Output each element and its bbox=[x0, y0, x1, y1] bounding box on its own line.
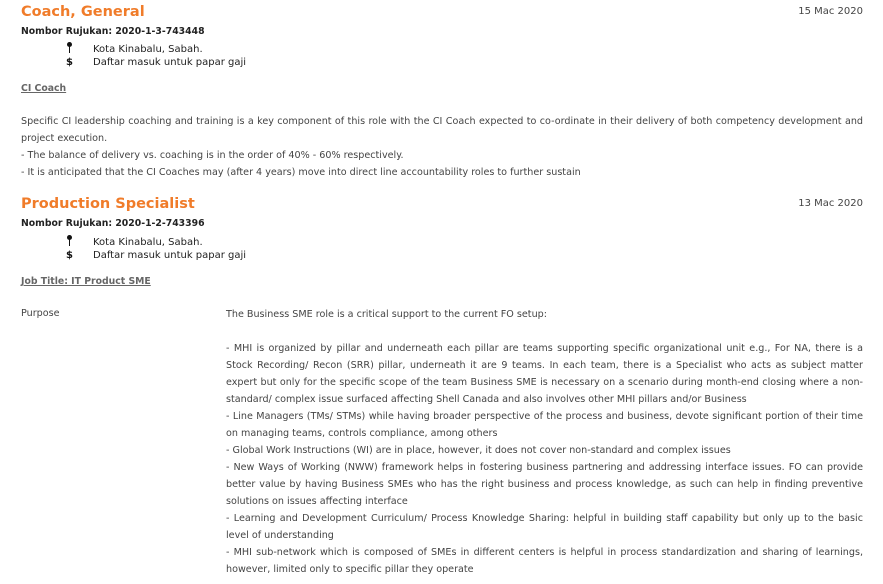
salary-link[interactable]: Daftar masuk untuk papar gaji bbox=[93, 57, 247, 68]
purpose-line: - MHI sub-network which is composed of SMEs in different centers is helpful in process standardization and sharing of learnings, however, limited only to specific pillar they operate bbox=[226, 547, 863, 575]
location-text: Kota Kinabalu, Sabah. bbox=[93, 237, 203, 248]
purpose-label: Purpose bbox=[21, 308, 60, 319]
location-text: Kota Kinabalu, Sabah. bbox=[93, 44, 203, 55]
purpose-line: - Line Managers (TMs/ STMs) while having broader perspective of the process and business, devote significant portion of their time on managing teams, controls compliance, among others bbox=[226, 411, 863, 439]
purpose-line bbox=[226, 323, 863, 340]
job-title[interactable]: Coach, General bbox=[21, 4, 145, 20]
purpose-line: - New Ways of Working (NWW) framework helps in fostering business partnering and addressing interface issues. FO can provide better value by having Business SMEs who has the right business and process knowledge, as such can help in finding preventive solutions on issues affecting interface bbox=[226, 462, 863, 507]
dollar-icon: $ bbox=[66, 250, 73, 261]
purpose-line: - Learning and Development Curriculum/ Process Knowledge Sharing: helpful in building staff capability but only up to the basic level of understanding bbox=[226, 513, 863, 541]
job-listing bbox=[21, 195, 863, 584]
location-row bbox=[66, 235, 203, 248]
post-date: 15 Mac 2020 bbox=[798, 6, 863, 17]
description-line: - It is anticipated that the CI Coaches may (after 4 years) move into direct line accountability roles to further sustain bbox=[21, 167, 581, 178]
reference-number: Nombor Rujukan: 2020-1-2-743396 bbox=[21, 218, 205, 229]
map-pin-icon bbox=[66, 42, 93, 55]
purpose-line: The Business SME role is a critical support to the current FO setup: bbox=[226, 309, 547, 320]
job-listing bbox=[21, 3, 863, 183]
purpose-line: - Global Work Instructions (WI) are in place, however, it does not cover non-standard and complex issues bbox=[226, 445, 731, 456]
description-line: - The balance of delivery vs. coaching is in the order of 40% - 60% respectively. bbox=[21, 150, 404, 161]
job-subtitle-link[interactable]: CI Coach bbox=[21, 83, 67, 94]
description-line: Specific CI leadership coaching and training is a key component of this role with the CI Coach expected to co-ordinate in their delivery of both competency development and project execution. bbox=[21, 116, 863, 144]
post-date: 13 Mac 2020 bbox=[798, 198, 863, 209]
purpose-line: - MHI is organized by pillar and underneath each pillar are teams supporting specific organizational unit e.g., For NA, there is a Stock Recording/ Recon (SRR) pillar, underneath it are 9 teams. In each team, there is a Specialist who acts as subject matter expert but only for the specific scope of the team Business SME is necessary on a scenario during month-end closing where a non-standard/ complex issue surfaced affecting Shell Canada and also involves other MHI pillars and/or Business bbox=[226, 343, 863, 405]
purpose-text bbox=[226, 306, 863, 578]
job-description bbox=[21, 113, 863, 181]
map-pin-icon bbox=[66, 235, 93, 248]
location-row bbox=[66, 42, 203, 55]
dollar-icon: $ bbox=[66, 57, 73, 68]
job-subtitle-link[interactable]: Job Title: IT Product SME bbox=[21, 276, 151, 287]
salary-row bbox=[66, 57, 246, 68]
salary-row bbox=[66, 250, 246, 261]
reference-number: Nombor Rujukan: 2020-1-3-743448 bbox=[21, 26, 205, 37]
salary-link[interactable]: Daftar masuk untuk papar gaji bbox=[93, 250, 247, 261]
job-title[interactable]: Production Specialist bbox=[21, 196, 195, 212]
